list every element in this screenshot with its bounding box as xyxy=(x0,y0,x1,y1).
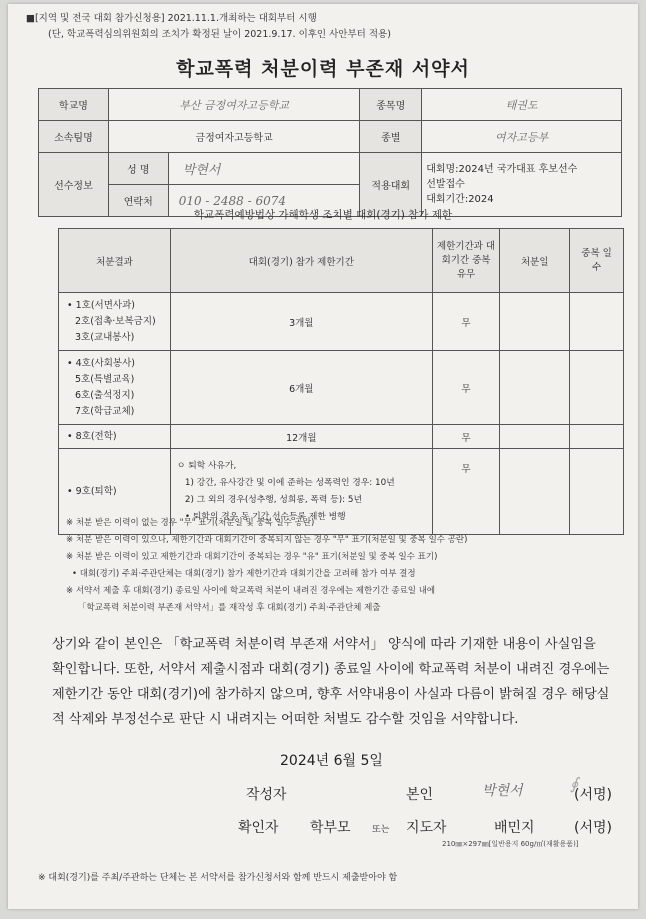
team-value: 금정여자고등학교 xyxy=(108,121,359,153)
period-value: 3개월 xyxy=(170,293,432,351)
event-name-2: 선발접수 xyxy=(426,179,465,190)
limits-caption: 학교폭력예방법상 가해학생 조치별 대회(경기) 참가 제한 xyxy=(193,209,453,221)
note-4: • 대회(경기) 주최·주관단체는 대회(경기) 참가 제한기간과 대회기간을 고려해 참가 여부 결정 xyxy=(72,569,416,579)
table-row xyxy=(59,425,624,449)
header-period: 대회(경기) 참가 제한기간 xyxy=(170,229,432,293)
sport-value: 태권도 xyxy=(422,89,622,121)
statement-text: 상기와 같이 본인은 「학교폭력 처분이력 부존재 서약서」 양식에 따라 기재한 내용이 사실임을 확인합니다. 또한, 서약서 제출시점과 대회(경기) 종료일 사이에 학교폭력 처분이 내려진 경우에는 제한기간 동안 대회(경기)에 참가하지 않으며, 향후 서약내용이 사실과 다름이 밝혀질 경우 해당실적 삭제와 부정선수로 판단 시 내려지는 어떠한 처벌도 감수할 것임을 서약합니다. xyxy=(52,637,610,727)
expel-reason: ㅇ 퇴학 사유가, xyxy=(176,460,237,471)
result-6: 6호(출석정지) xyxy=(75,389,135,401)
paper-spec: 210㎜×297㎜[일반용지 60g/㎡(재활용품)] xyxy=(442,840,579,848)
event-period: 대회기간:2024 xyxy=(426,194,494,205)
days-cell[interactable] xyxy=(570,449,624,535)
result-9: • 9호(퇴학) xyxy=(59,449,171,535)
self-name: 박현서 xyxy=(482,783,523,799)
category-value: 여자고등부 xyxy=(422,121,622,153)
info-table xyxy=(38,88,622,217)
overlap-value: 무 xyxy=(432,449,500,535)
header-date: 처분일 xyxy=(500,229,570,293)
overlap-value: 무 xyxy=(432,351,500,425)
header-overlap: 제한기간과 대회기간 중복 유무 xyxy=(432,229,500,293)
days-cell[interactable] xyxy=(570,351,624,425)
result-1: • 1호(서면사과) xyxy=(67,299,135,311)
result-4: • 4호(사회봉사) xyxy=(67,357,135,369)
school-value: 부산 금정여자고등학교 xyxy=(108,89,359,121)
sign-date: 2024년 6월 5일 xyxy=(280,753,383,769)
header-result: 처분결과 xyxy=(59,229,171,293)
name-value: 박현서 xyxy=(168,153,360,185)
contact-label: 연락처 xyxy=(108,185,168,217)
note-6: 「학교폭력 처분이력 부존재 서약서」를 재작성 후 대회(경기) 주최·주관단체 제출 xyxy=(78,603,381,613)
name-label: 성 명 xyxy=(108,153,168,185)
note-2: ※ 처분 받은 이력이 있으나, 제한기간과 대회기간이 중복되지 않는 경우 "무" 표기(처분일 및 중복 일수 공란) xyxy=(66,535,468,545)
sport-label: 종목명 xyxy=(360,89,422,121)
note-3: ※ 처분 받은 이력이 있고 제한기간과 대회기간이 중복되는 경우 "유" 표기(처분일 및 중복 일수 표기) xyxy=(66,552,438,562)
date-cell[interactable] xyxy=(500,293,570,351)
coach-name: 배민지 xyxy=(494,820,535,836)
category-label: 종별 xyxy=(360,121,422,153)
date-cell[interactable] xyxy=(500,425,570,449)
result-3: 3호(교내봉사) xyxy=(75,331,135,343)
period-value: 12개월 xyxy=(170,425,432,449)
date-cell[interactable] xyxy=(500,449,570,535)
footer-note: ※ 대회(경기)를 주최/주관하는 단체는 본 서약서를 참가신청서와 함께 반드시 제출받아야 함 xyxy=(38,873,398,883)
school-label: 학교명 xyxy=(39,89,109,121)
writer-label: 작성자 xyxy=(246,787,287,803)
document-title: 학교폭력 처분이력 부존재 서약서 xyxy=(176,58,470,80)
result-2: 2호(접촉·보복금지) xyxy=(75,315,156,327)
table-row xyxy=(59,293,624,351)
or-label: 또는 xyxy=(372,825,390,835)
limits-table xyxy=(58,228,624,535)
result-8: • 8호(전학) xyxy=(59,425,171,449)
header-days: 중복 일수 xyxy=(570,229,624,293)
overlap-value: 무 xyxy=(432,293,500,351)
expel-case-1: 1) 강간, 유사강간 및 이에 준하는 성폭력인 경우: 10년 xyxy=(184,477,395,488)
note-1: ※ 처분 받은 이력이 없는 경우 "무" 표기(처분일 및 중복 일수 공란) xyxy=(66,518,315,528)
date-cell[interactable] xyxy=(500,351,570,425)
sign-mark-2: (서명) xyxy=(574,820,612,836)
contact-value: 010 - 2488 - 6074 xyxy=(168,185,360,217)
signature-scribble: ∮ xyxy=(570,774,579,793)
notice-line-2: (단, 학교폭력심의위원회의 조치가 확정된 날이 2021.9.17. 이후인 사안부터 적용) xyxy=(48,29,391,40)
period-value: 6개월 xyxy=(170,351,432,425)
days-cell[interactable] xyxy=(570,293,624,351)
days-cell[interactable] xyxy=(570,425,624,449)
coach-label: 지도자 xyxy=(406,820,447,836)
event-label: 적용대회 xyxy=(360,153,422,217)
event-name: 대회명:2024년 국가대표 후보선수 xyxy=(426,164,578,175)
team-label: 소속팀명 xyxy=(39,121,109,153)
expel-case-2: 2) 그 외의 경우(성추행, 성희롱, 폭력 등): 5년 xyxy=(184,494,362,505)
table-row xyxy=(59,351,624,425)
note-5: ※ 서약서 제출 후 대회(경기) 종료일 사이에 학교폭력 처분이 내려진 경우에는 제한기간 종료일 내에 xyxy=(66,586,436,596)
result-5: 5호(특별교육) xyxy=(75,373,135,385)
notice-line-1: ■[지역 및 전국 대회 참가신청용] 2021.11.1.개최하는 대회부터 시행 xyxy=(26,13,317,24)
expel-note: • 퇴학의 경우 동 기간 선수등록 제한 병행 xyxy=(184,511,346,522)
document-page xyxy=(8,4,638,909)
parent-label: 학부모 xyxy=(310,820,351,836)
player-label: 선수정보 xyxy=(39,153,109,217)
self-label: 본인 xyxy=(406,787,434,803)
sign-mark: (서명) xyxy=(574,787,612,803)
overlap-value: 무 xyxy=(432,425,500,449)
confirm-label: 확인자 xyxy=(238,820,279,836)
result-7: 7호(학급교체) xyxy=(75,405,135,417)
